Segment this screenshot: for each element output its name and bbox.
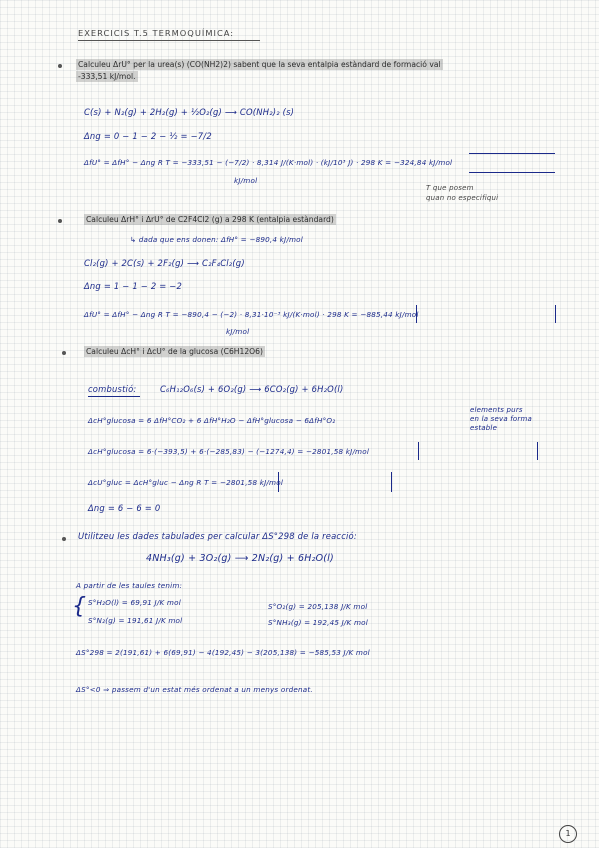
- ex3-combustion-label: combustió:: [88, 384, 137, 394]
- ex1-reaction: C(s) + N₂(g) + 2H₂(g) + ½O₂(g) ⟶ CO(NH₂)₂ (s): [84, 107, 295, 117]
- ex3-note-line2: en la seva forma: [470, 415, 532, 423]
- bullet-ex1: [58, 64, 62, 68]
- ex2-result-box: [416, 305, 556, 323]
- ex4-brace: {: [72, 594, 87, 619]
- ex3-formula1: ΔcH°glucosa = 6 ΔfH°CO₂ + 6 ΔfH°H₂O − ΔfH°glucosa − 6ΔfH°O₂: [88, 416, 336, 425]
- ex2-unit: kJ/mol: [226, 327, 250, 336]
- ex3-note-line1: elements purs: [470, 406, 523, 414]
- ex3-formula2: ΔcH°glucosa = 6·(−393,5) + 6·(−285,83) − (−1274,4) = −2801,58 kJ/mol: [88, 447, 370, 456]
- ex1-formula: ΔfU° = ΔfH° − Δng R T = −333,51 − (−7/2) · 8,314 J/(K·mol) · (kJ/10³ J) · 298 K = −324,84 kJ/mol: [84, 158, 453, 167]
- ex3-statement: Calculeu ΔcH° i ΔcU° de la glucosa (C6H12O6): [86, 347, 263, 356]
- ex4-s-h2o: S°H₂O(l) = 69,91 J/K mol: [88, 598, 181, 607]
- ex4-statement: Utilitzeu les dades tabulades per calcular ΔS°298 de la reacció:: [78, 531, 357, 541]
- ex4-s-o2: S°O₂(g) = 205,138 J/K mol: [268, 602, 368, 611]
- ex4-s-nh3: S°NH₃(g) = 192,45 J/K mol: [268, 618, 368, 627]
- ex2-dng: Δng = 1 − 1 − 2 = −2: [84, 281, 183, 291]
- ex3-combustion-underline: [88, 396, 140, 397]
- ex4-s-n2: S°N₂(g) = 191,61 J/K mol: [88, 616, 183, 625]
- page-number: 1: [559, 825, 577, 843]
- ex3-formula3: ΔcU°gluc = ΔcH°gluc − Δng R T = −2801,58 kJ/mol: [88, 478, 284, 487]
- ex2-reaction: Cl₂(g) + 2C(s) + 2F₂(g) ⟶ C₂F₄Cl₂(g): [84, 258, 245, 268]
- ex4-ds-formula: ΔS°298 = 2(191,61) + 6(69,91) − 4(192,45) − 3(205,138) = −585,53 J/K mol: [76, 648, 370, 657]
- title-underline: [78, 40, 260, 41]
- bullet-ex3: [62, 351, 66, 355]
- ex3-result-box-2: [278, 472, 392, 492]
- ex3-reaction: C₆H₁₂O₆(s) + 6O₂(g) ⟶ 6CO₂(g) + 6H₂O(l): [160, 384, 344, 394]
- ex1-result-box: [469, 153, 555, 173]
- ex1-statement-line1: Calculeu ΔrU° per la urea(s) (CO(NH2)2) sabent que la seva entalpia estàndard de formació val: [78, 60, 441, 69]
- bullet-ex4: [62, 537, 66, 541]
- ex4-conclusion: ΔS°<0 ⇒ passem d'un estat més ordenat a un menys ordenat.: [76, 685, 313, 694]
- ex2-formula: ΔfU° = ΔfH° − Δng R T = −890,4 − (−2) · 8,31·10⁻³ kJ/(K·mol) · 298 K = −885,44 kJ/mol: [84, 310, 419, 319]
- ex2-given: ↳ dada que ens donen: ΔfH° = −890,4 kJ/mol: [130, 235, 303, 244]
- ex3-result-box: [418, 442, 538, 460]
- bullet-ex2: [58, 219, 62, 223]
- ex4-reaction: 4NH₃(g) + 3O₂(g) ⟶ 2N₂(g) + 6H₂O(l): [146, 553, 334, 564]
- ex1-dng: Δng = 0 − 1 − 2 − ½ = −7/2: [84, 131, 212, 141]
- ex4-from-tables: A partir de les taules tenim:: [76, 581, 183, 590]
- ex1-note-line1: T que posem: [426, 184, 474, 192]
- page-title: EXERCICIS T.5 TERMOQUÍMICA:: [78, 28, 235, 38]
- ex2-statement: Calculeu ΔrH° i ΔrU° de C2F4Cl2 (g) a 298 K (entalpia estàndard): [86, 215, 334, 224]
- ex1-unit: kJ/mol: [234, 176, 258, 185]
- ex3-dng: Δng = 6 − 6 = 0: [88, 503, 161, 513]
- ex1-note-line2: quan no especifiqui: [426, 194, 499, 202]
- ex1-statement-line2: -333,51 kJ/mol.: [78, 72, 136, 81]
- ex3-note-line3: estable: [470, 424, 498, 432]
